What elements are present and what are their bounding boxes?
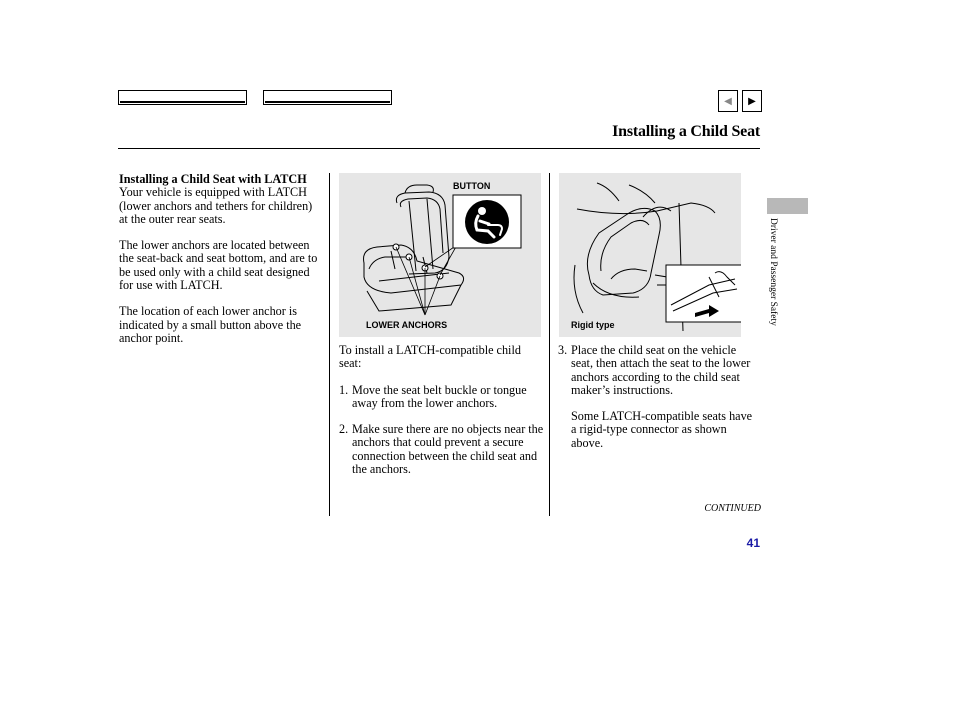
intro-text: To install a LATCH-compatible child seat: — [339, 343, 521, 371]
paragraph: The location of each lower anchor is indicated by a small button above the anchor point. — [119, 304, 302, 345]
right-column — [558, 344, 758, 450]
continued-label: CONTINUED — [704, 503, 761, 514]
column-divider — [549, 173, 550, 516]
triangle-right-icon: ▶ — [748, 95, 756, 107]
next-page-button[interactable] — [742, 90, 762, 112]
step-text: Move the seat belt buckle or tongue away from the lower anchors. — [352, 382, 527, 410]
list-item — [339, 423, 544, 476]
step-text: Place the child seat on the vehicle seat, then attach the seat to the lower anchors according to the child seat maker’s instructions. — [571, 343, 751, 397]
label-rigid-type: Rigid type — [571, 320, 615, 330]
paragraph: Your vehicle is equipped with LATCH (lower anchors and tethers for children) at the outer rear seats. — [119, 185, 313, 226]
page-number: 41 — [746, 536, 760, 550]
list-item — [339, 384, 544, 411]
section-heading: Installing a Child Seat with LATCH — [119, 172, 307, 186]
step-text: Make sure there are no objects near the anchors that could prevent a secure connection between the child seat and the anchors. — [352, 422, 544, 477]
nav-box-index[interactable] — [263, 90, 392, 105]
child-seat-rigid-illustration — [559, 173, 741, 337]
paragraph: The lower anchors are located between the seat-back and seat bottom, and are to be used only with a child seat designed for use with LATCH. — [119, 238, 318, 293]
column-divider — [329, 173, 330, 516]
middle-column — [339, 344, 544, 476]
nav-box-contents[interactable] — [118, 90, 247, 105]
step-number: 3. — [558, 343, 568, 357]
rear-seat-illustration — [339, 173, 541, 337]
figure-rigid-type — [559, 173, 741, 337]
label-lower-anchors: LOWER ANCHORS — [366, 320, 448, 330]
step-number: 2. — [339, 422, 349, 437]
label-button: BUTTON — [453, 181, 491, 191]
triangle-left-icon: ◀ — [724, 95, 732, 107]
left-column — [119, 173, 322, 345]
section-tab — [767, 198, 808, 214]
note-text: Some LATCH-compatible seats have a rigid-type connector as shown above. — [571, 409, 753, 450]
prev-page-button[interactable] — [718, 90, 738, 112]
step-number: 1. — [339, 382, 349, 397]
title-rule — [118, 148, 760, 149]
section-tab-label: Driver and Passenger Safety — [768, 218, 778, 326]
child-seat-anchor-icon — [464, 199, 510, 245]
list-item — [558, 344, 758, 397]
page-title: Installing a Child Seat — [612, 123, 760, 140]
figure-lower-anchors — [339, 173, 541, 337]
